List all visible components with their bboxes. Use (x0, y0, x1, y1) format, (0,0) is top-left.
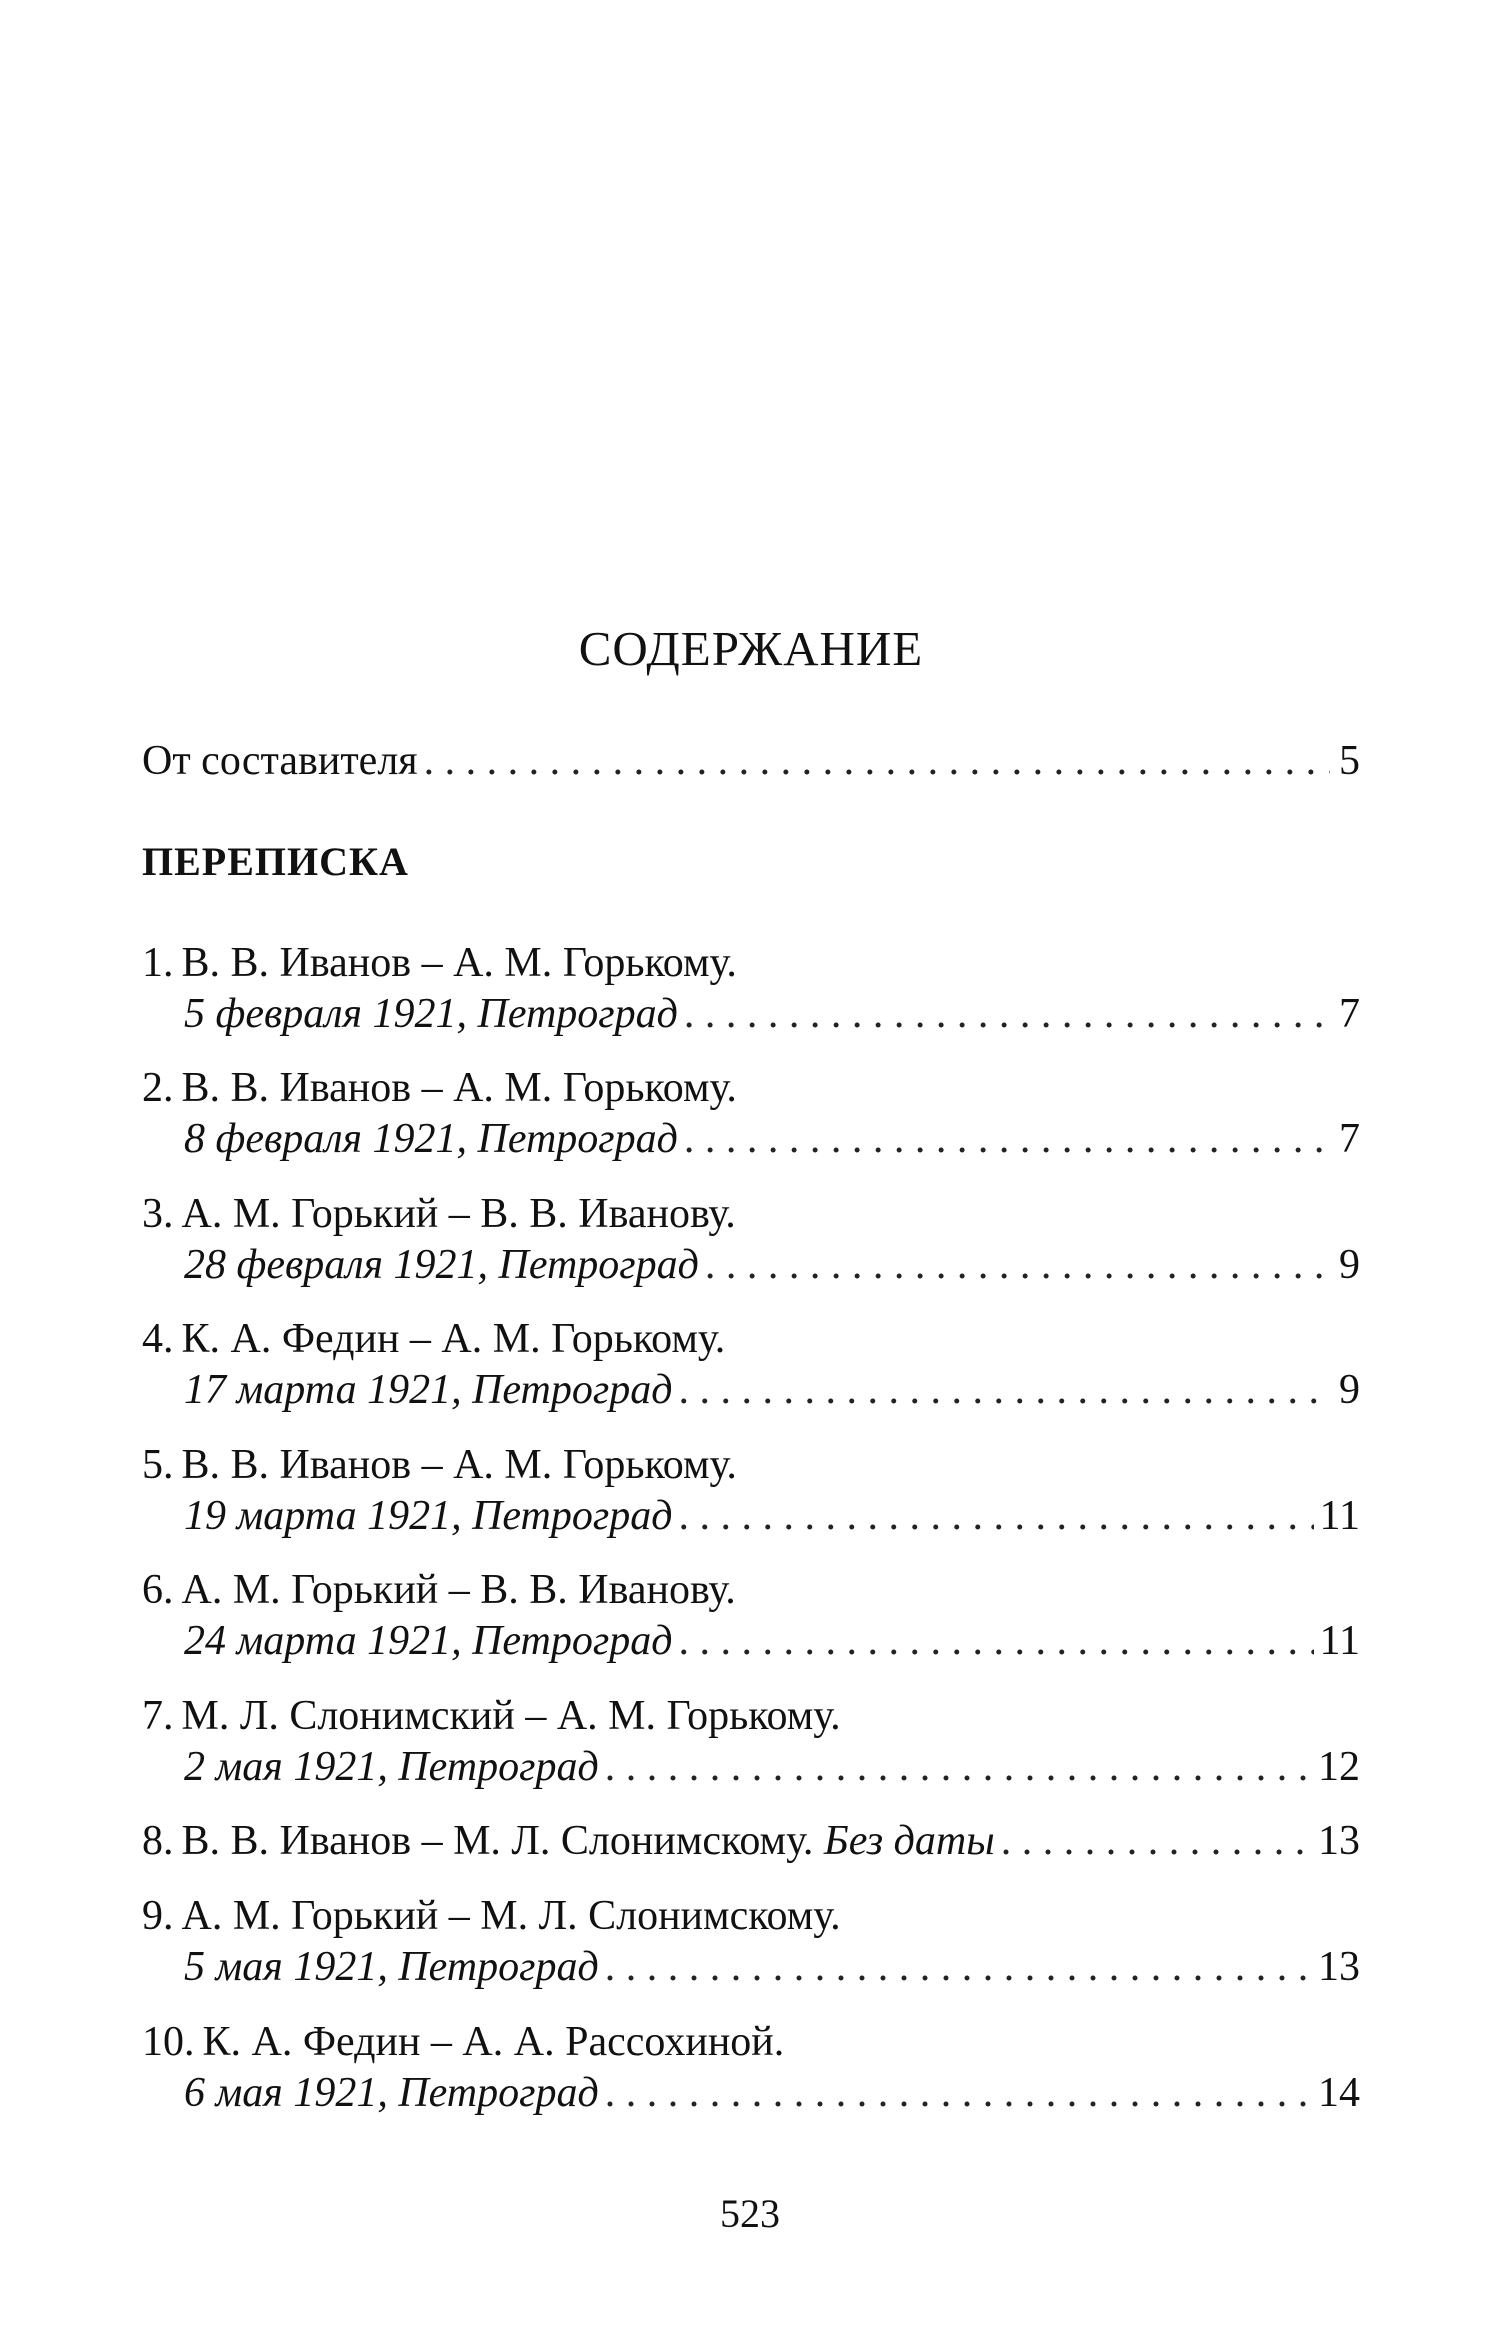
leader-dots (705, 1239, 1330, 1291)
toc-entry-date: 6 мая 1921, Петроград (184, 2070, 599, 2116)
leader-dots (605, 1941, 1312, 1993)
leader-dots (1001, 1815, 1312, 1867)
toc-entry-title: 7. М. Л. Слонимский – А. М. Горькому. (142, 1693, 841, 1739)
toc-entry-title: 9. А. М. Горький – М. Л. Слонимскому. (142, 1893, 841, 1939)
toc-entry-title: 3. А. М. Горький – В. В. Иванову. (142, 1191, 736, 1237)
toc-entry-date-line (184, 1741, 1360, 1793)
toc-entry-label: От составителя (142, 738, 418, 784)
toc-entry-date: 24 марта 1921, Петроград (184, 1618, 673, 1664)
leader-dots (678, 1490, 1313, 1542)
page-heading: СОДЕРЖАНИЕ (578, 621, 924, 676)
leader-dots (678, 1615, 1313, 1667)
toc-entry-date-line (184, 1364, 1360, 1416)
toc-entry-date: 28 февраля 1921, Петроград (184, 1242, 699, 1288)
toc-page-number: 5 (1339, 738, 1360, 784)
leader-dots (605, 1741, 1312, 1793)
toc-page-number: 11 (1319, 1618, 1360, 1664)
leader-dots (424, 735, 1330, 787)
toc-entry-date: Без даты (823, 1818, 995, 1864)
toc-entry-date-line (184, 1239, 1360, 1291)
toc-entry-date-line (184, 988, 1360, 1040)
section-title: ПЕРЕПИСКА (142, 839, 409, 884)
toc-entry-date: 5 февраля 1921, Петроград (184, 991, 678, 1037)
toc-page-number: 12 (1318, 1744, 1360, 1790)
leader-dots (678, 1364, 1330, 1416)
toc-entry-title: 10. К. А. Федин – А. А. Рассохиной. (142, 2019, 785, 2065)
toc-entry-date: 5 мая 1921, Петроград (184, 1944, 599, 1990)
toc-page-number: 14 (1318, 2070, 1360, 2116)
toc-page-number: 13 (1318, 1944, 1360, 1990)
toc-entry-preface (142, 735, 1360, 787)
toc-entry-date-line (184, 2067, 1360, 2119)
toc-page-number: 13 (1318, 1818, 1360, 1864)
leader-dots (605, 2067, 1312, 2119)
toc-entry-title: 8. В. В. Иванов – М. Л. Слонимскому. Без даты (142, 1818, 995, 1864)
toc-entry-title: 1. В. В. Иванов – А. М. Горькому. (142, 940, 737, 986)
toc-page-number: 7 (1339, 991, 1360, 1037)
leader-dots (684, 988, 1330, 1040)
toc-entry-date: 17 марта 1921, Петроград (184, 1367, 673, 1413)
leader-dots (684, 1113, 1330, 1165)
toc-entry-date-line (184, 1615, 1360, 1667)
toc-page-number: 9 (1339, 1367, 1360, 1413)
toc-entry-date: 2 мая 1921, Петроград (184, 1744, 599, 1790)
toc-entry-title: 2. В. В. Иванов – А. М. Горькому. (142, 1065, 737, 1111)
toc-page-number: 11 (1319, 1493, 1360, 1539)
toc-page-number: 9 (1339, 1242, 1360, 1288)
toc-entry-date-line (184, 1941, 1360, 1993)
toc-entry-title: 4. К. А. Федин – А. М. Горькому. (142, 1316, 726, 1362)
toc-entry-date-line (184, 1113, 1360, 1165)
toc-entry-date-line (184, 1490, 1360, 1542)
page-number: 523 (720, 2191, 780, 2236)
toc-entry-single (142, 1815, 1360, 1867)
toc-entry-date: 19 марта 1921, Петроград (184, 1493, 673, 1539)
toc-page-number: 7 (1339, 1116, 1360, 1162)
toc-entry-title: 6. А. М. Горький – В. В. Иванову. (142, 1567, 736, 1613)
toc-entry-date: 8 февраля 1921, Петроград (184, 1116, 678, 1162)
toc-entry-title: 5. В. В. Иванов – А. М. Горькому. (142, 1442, 737, 1488)
